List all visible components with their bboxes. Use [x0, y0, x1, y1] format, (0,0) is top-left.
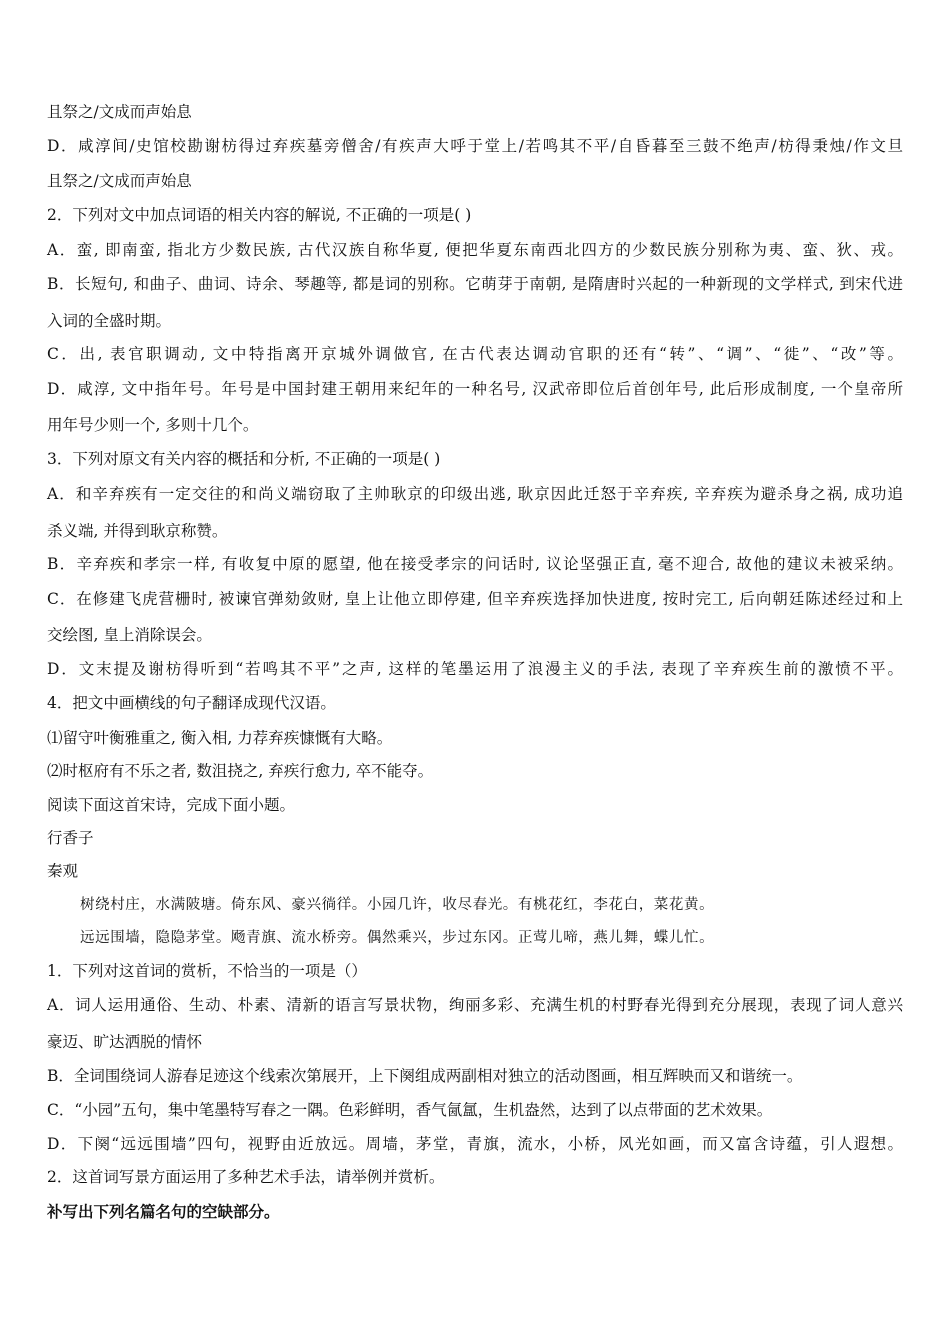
q3-option-c-continuation: 交绘图, 皇上消除误会。 — [47, 626, 212, 644]
option-c-continuation: 且祭之/文成而声始息 — [47, 103, 192, 121]
q2-option-d-continuation: 用年号少则一个, 多则十几个。 — [47, 416, 259, 434]
q4-sentence-2: ⑵时枢府有不乐之者, 数沮挠之, 弃疾行愈力, 卒不能夺。 — [47, 762, 434, 780]
q2-option-a: A．蛮, 即南蛮, 指北方少数民族, 古代汉族自称华夏, 便把华夏东南西北四方的少数民族分别称为夷、蛮、狄、戎。 — [47, 241, 903, 259]
poem-q1-option-a-continuation: 豪迈、旷达洒脱的情怀 — [47, 1033, 203, 1051]
option-d-continuation: 且祭之/文成而声始息 — [47, 172, 192, 190]
poem-question-2-stem: 2．这首词写景方面运用了多种艺术手法，请举例并赏析。 — [47, 1168, 445, 1186]
poem-q1-option-d: D．下阕“远远围墙”四句，视野由近放远。周墙，茅堂，青旗，流水，小桥，风光如画，而又富含诗蕴，引人遐想。 — [47, 1135, 903, 1153]
poem-q1-option-b: B．全词围绕词人游春足迹这个线索次第展开，上下阕组成两副相对独立的活动图画，相互辉映而又和谐统一。 — [47, 1067, 803, 1085]
section-heading-fill-in: 补写出下列名篇名句的空缺部分。 — [47, 1203, 280, 1221]
q2-option-b-continuation: 入词的全盛时期。 — [47, 312, 172, 330]
q2-option-b: B．长短句, 和曲子、曲词、诗余、琴趣等, 都是词的别称。它萌芽于南朝, 是隋唐时兴起的一种新现的文学样式, 到宋代进 — [47, 275, 903, 293]
poem-title: 行香子 — [47, 829, 94, 847]
poem-author: 秦观 — [47, 862, 79, 880]
poem-q1-option-a: A．词人运用通俗、生动、朴素、清新的语言写景状物，绚丽多彩、充满生机的村野春光得到充分展现，表现了词人意兴 — [47, 996, 903, 1014]
poem-q1-option-c: C．“小园”五句，集中笔墨特写春之一隅。色彩鲜明，香气氤氲，生机盎然，达到了以点带面的艺术效果。 — [47, 1101, 773, 1119]
poem-section-instruction: 阅读下面这首宋诗，完成下面小题。 — [47, 796, 296, 814]
q3-option-d: D．文末提及谢枋得听到“若鸣其不平”之声, 这样的笔墨运用了浪漫主义的手法, 表现了辛弃疾生前的激愤不平。 — [47, 660, 903, 678]
q3-option-a: A．和辛弃疾有一定交往的和尚义端窃取了主帅耿京的印级出逃, 耿京因此迁怒于辛弃疾, 辛弃疾为避杀身之祸, 成功追 — [47, 485, 903, 503]
poem-stanza-1: 树绕村庄，水满陂塘。倚东风、豪兴徜徉。小园几许，收尽春光。有桃花红，李花白，菜花黄。 — [80, 897, 715, 913]
poem-question-1-stem: 1．下列对这首词的赏析，不恰当的一项是（） — [47, 962, 367, 980]
q3-option-c: C．在修建飞虎营栅时, 被谏官弹劾敛财, 皇上让他立即停建, 但辛弃疾选择加快进度, 按时完工, 后向朝廷陈述经过和上 — [47, 590, 903, 608]
q4-sentence-1: ⑴留守叶衡雅重之, 衡入相, 力荐弃疾慷慨有大略。 — [47, 729, 393, 747]
q2-option-d: D．咸淳, 文中指年号。年号是中国封建王朝用来纪年的一种名号, 汉武帝即位后首创年号, 此后形成制度, 一个皇帝所 — [47, 380, 903, 398]
q2-option-c: C．出, 表官职调动, 文中特指离开京城外调做官, 在古代表达调动官职的还有“转”、“调”、“徙”、“改”等。 — [47, 345, 903, 363]
question-2-stem: 2．下列对文中加点词语的相关内容的解说, 不正确的一项是( ) — [47, 206, 472, 224]
question-3-stem: 3．下列对原文有关内容的概括和分析, 不正确的一项是( ) — [47, 450, 441, 468]
question-4-stem: 4．把文中画横线的句子翻译成现代汉语。 — [47, 694, 336, 712]
q3-option-b: B．辛弃疾和孝宗一样, 有收复中原的愿望, 他在接受孝宗的问话时, 议论坚强正直, 毫不迎合, 故他的建议未被采纳。 — [47, 555, 903, 573]
option-d-text: D．咸淳间/史馆校勘谢枋得过弃疾墓旁僧舍/有疾声大呼于堂上/若鸣其不平/自昏暮至三鼓不绝声/枋得秉烛/作文旦 — [47, 137, 903, 155]
poem-stanza-2: 远远围墙，隐隐茅堂。飏青旗、流水桥旁。偶然乘兴，步过东冈。正莺儿啼，燕儿舞，蝶儿忙。 — [80, 930, 715, 946]
q3-option-a-continuation: 杀义端, 并得到耿京称赞。 — [47, 522, 228, 540]
